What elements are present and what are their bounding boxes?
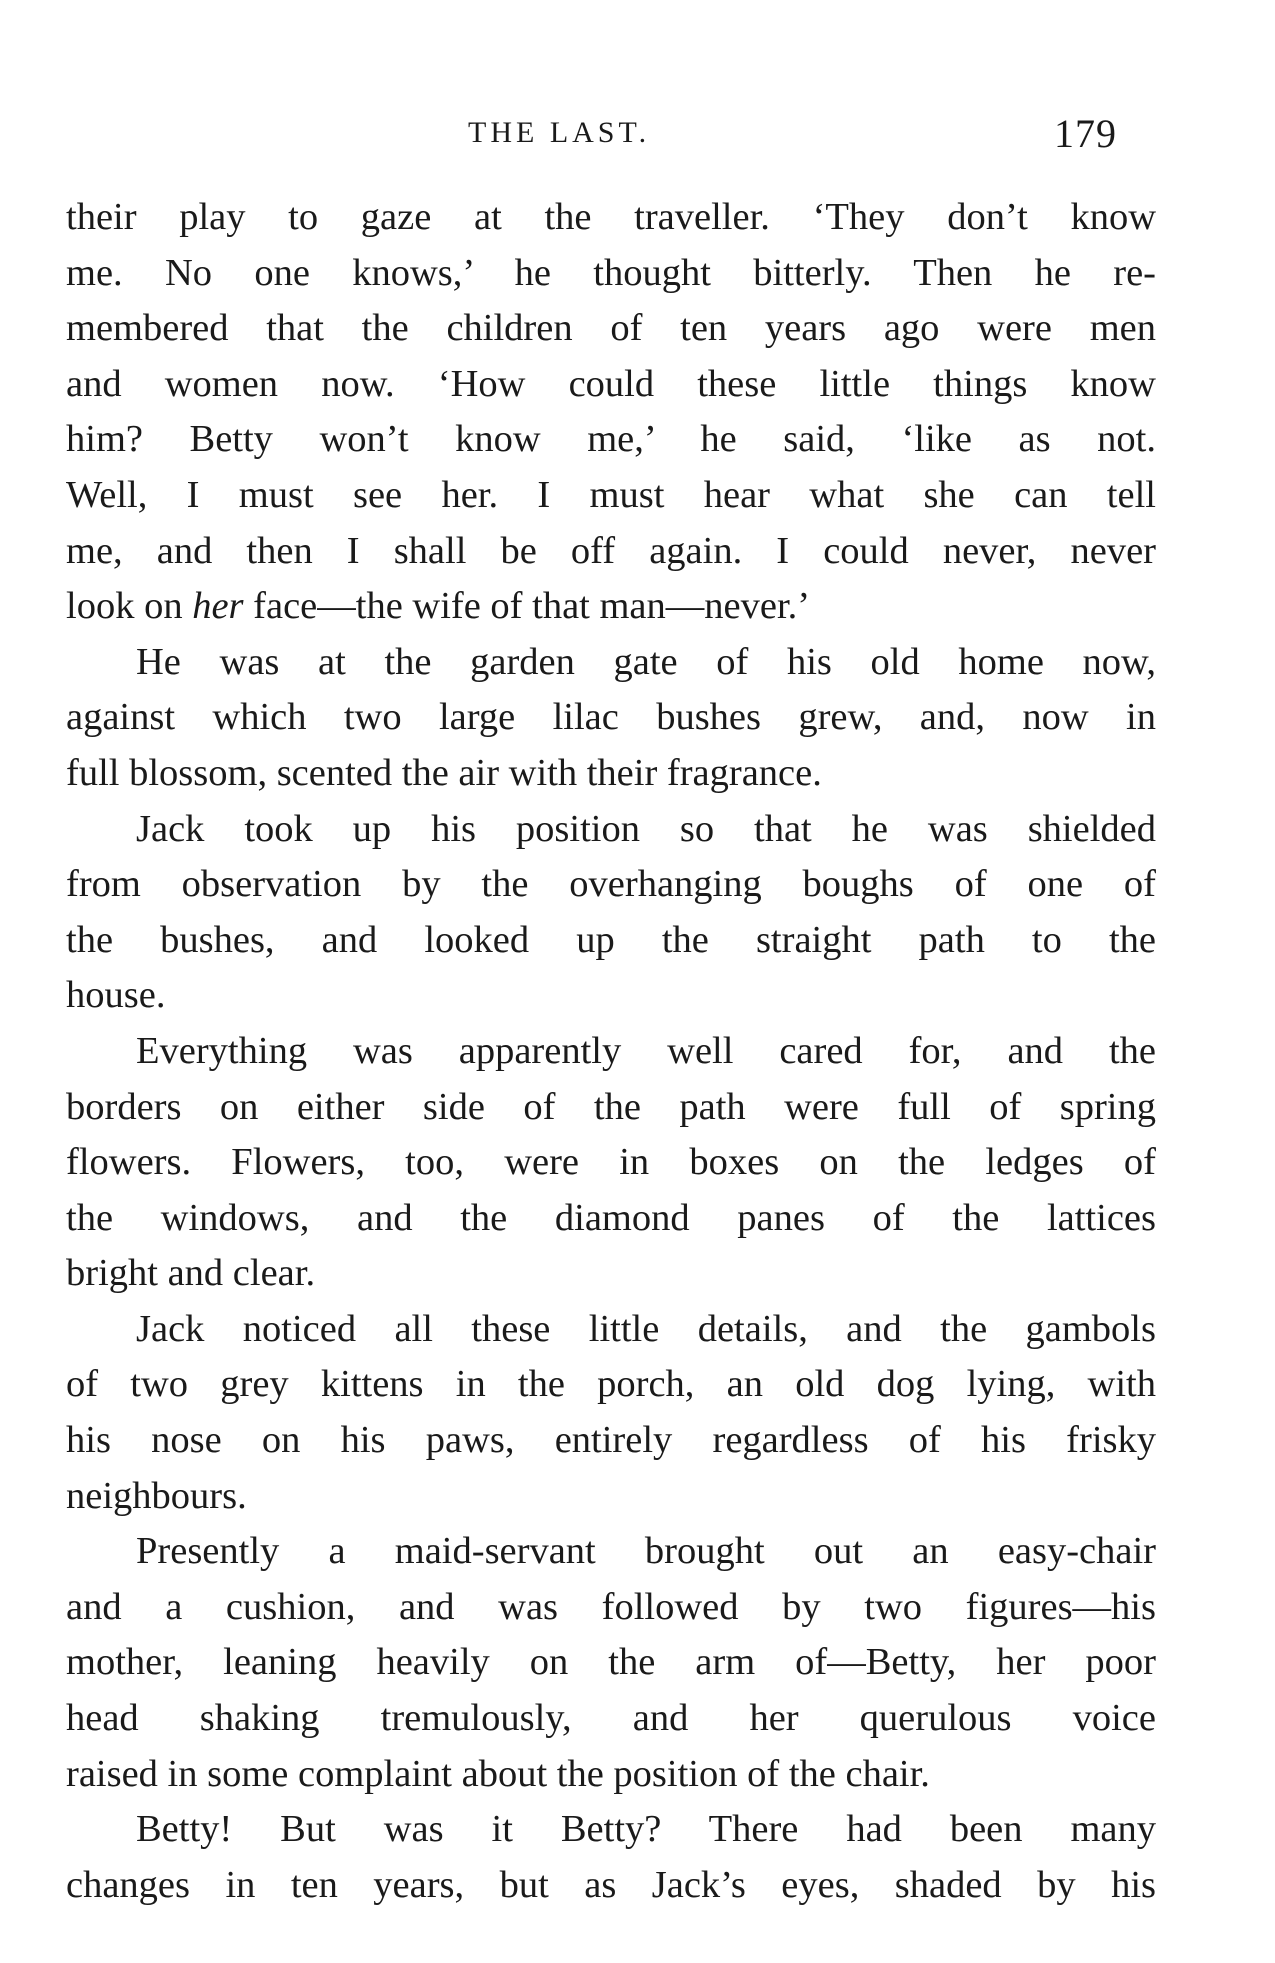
text-line: me, and then I shall be off again. I could never, never [66, 529, 1156, 572]
text-line: from observation by the overhanging boughs of one of [66, 863, 1156, 906]
text-line: bright and clear. [66, 1252, 316, 1295]
text-line: Betty! But was it Betty? There had been many [136, 1808, 1156, 1851]
emphasis: her [192, 585, 244, 628]
text-line: flowers. Flowers, too, were in boxes on the ledges of [66, 1141, 1156, 1184]
running-title: THE LAST. [468, 116, 651, 149]
text-line: and a cushion, and was followed by two figures—his [66, 1585, 1156, 1628]
text-line: the bushes, and looked up the straight path to the [66, 918, 1156, 961]
page-number: 179 [1054, 111, 1117, 156]
text-line: Presently a maid-servant brought out an easy-chair [136, 1530, 1156, 1573]
text-line: raised in some complaint about the position of the chair. [66, 1752, 930, 1795]
text-line: neighbours. [66, 1474, 247, 1517]
text-line: look on her face—the wife of that man—never.’ [66, 585, 811, 628]
text-line: the windows, and the diamond panes of the lattices [66, 1196, 1156, 1239]
text-line: changes in ten years, but as Jack’s eyes, shaded by his [66, 1863, 1156, 1906]
text-line: Well, I must see her. I must hear what she can tell [66, 473, 1156, 516]
text-line: borders on either side of the path were full of spring [66, 1085, 1156, 1128]
text-line: Jack took up his position so that he was shielded [136, 807, 1156, 850]
text-line: his nose on his paws, entirely regardless of his frisky [66, 1419, 1156, 1462]
text-line: He was at the garden gate of his old home now, [136, 640, 1156, 683]
text-line: membered that the children of ten years ago were men [66, 307, 1156, 350]
text-line: and women now. ‘How could these little things know [66, 362, 1156, 405]
text-line: him? Betty won’t know me,’ he said, ‘like as not. [66, 418, 1156, 461]
running-head [0, 110, 1275, 160]
text-line: full blossom, scented the air with their fragrance. [66, 751, 822, 794]
text-line: house. [66, 974, 166, 1017]
body-text [66, 190, 1156, 1913]
text-line: of two grey kittens in the porch, an old dog lying, with [66, 1363, 1156, 1406]
text-line: Everything was apparently well cared for, and the [136, 1029, 1156, 1072]
text-line: against which two large lilac bushes grew, and, now in [66, 696, 1156, 739]
text-line: their play to gaze at the traveller. ‘They don’t know [66, 196, 1156, 238]
text-line: me. No one knows,’ he thought bitterly. Then he re- [66, 251, 1156, 294]
text-line: mother, leaning heavily on the arm of—Betty, her poor [66, 1641, 1156, 1684]
text-line: Jack noticed all these little details, and the gambols [136, 1307, 1156, 1350]
text-line: head shaking tremulously, and her querulous voice [66, 1697, 1156, 1740]
